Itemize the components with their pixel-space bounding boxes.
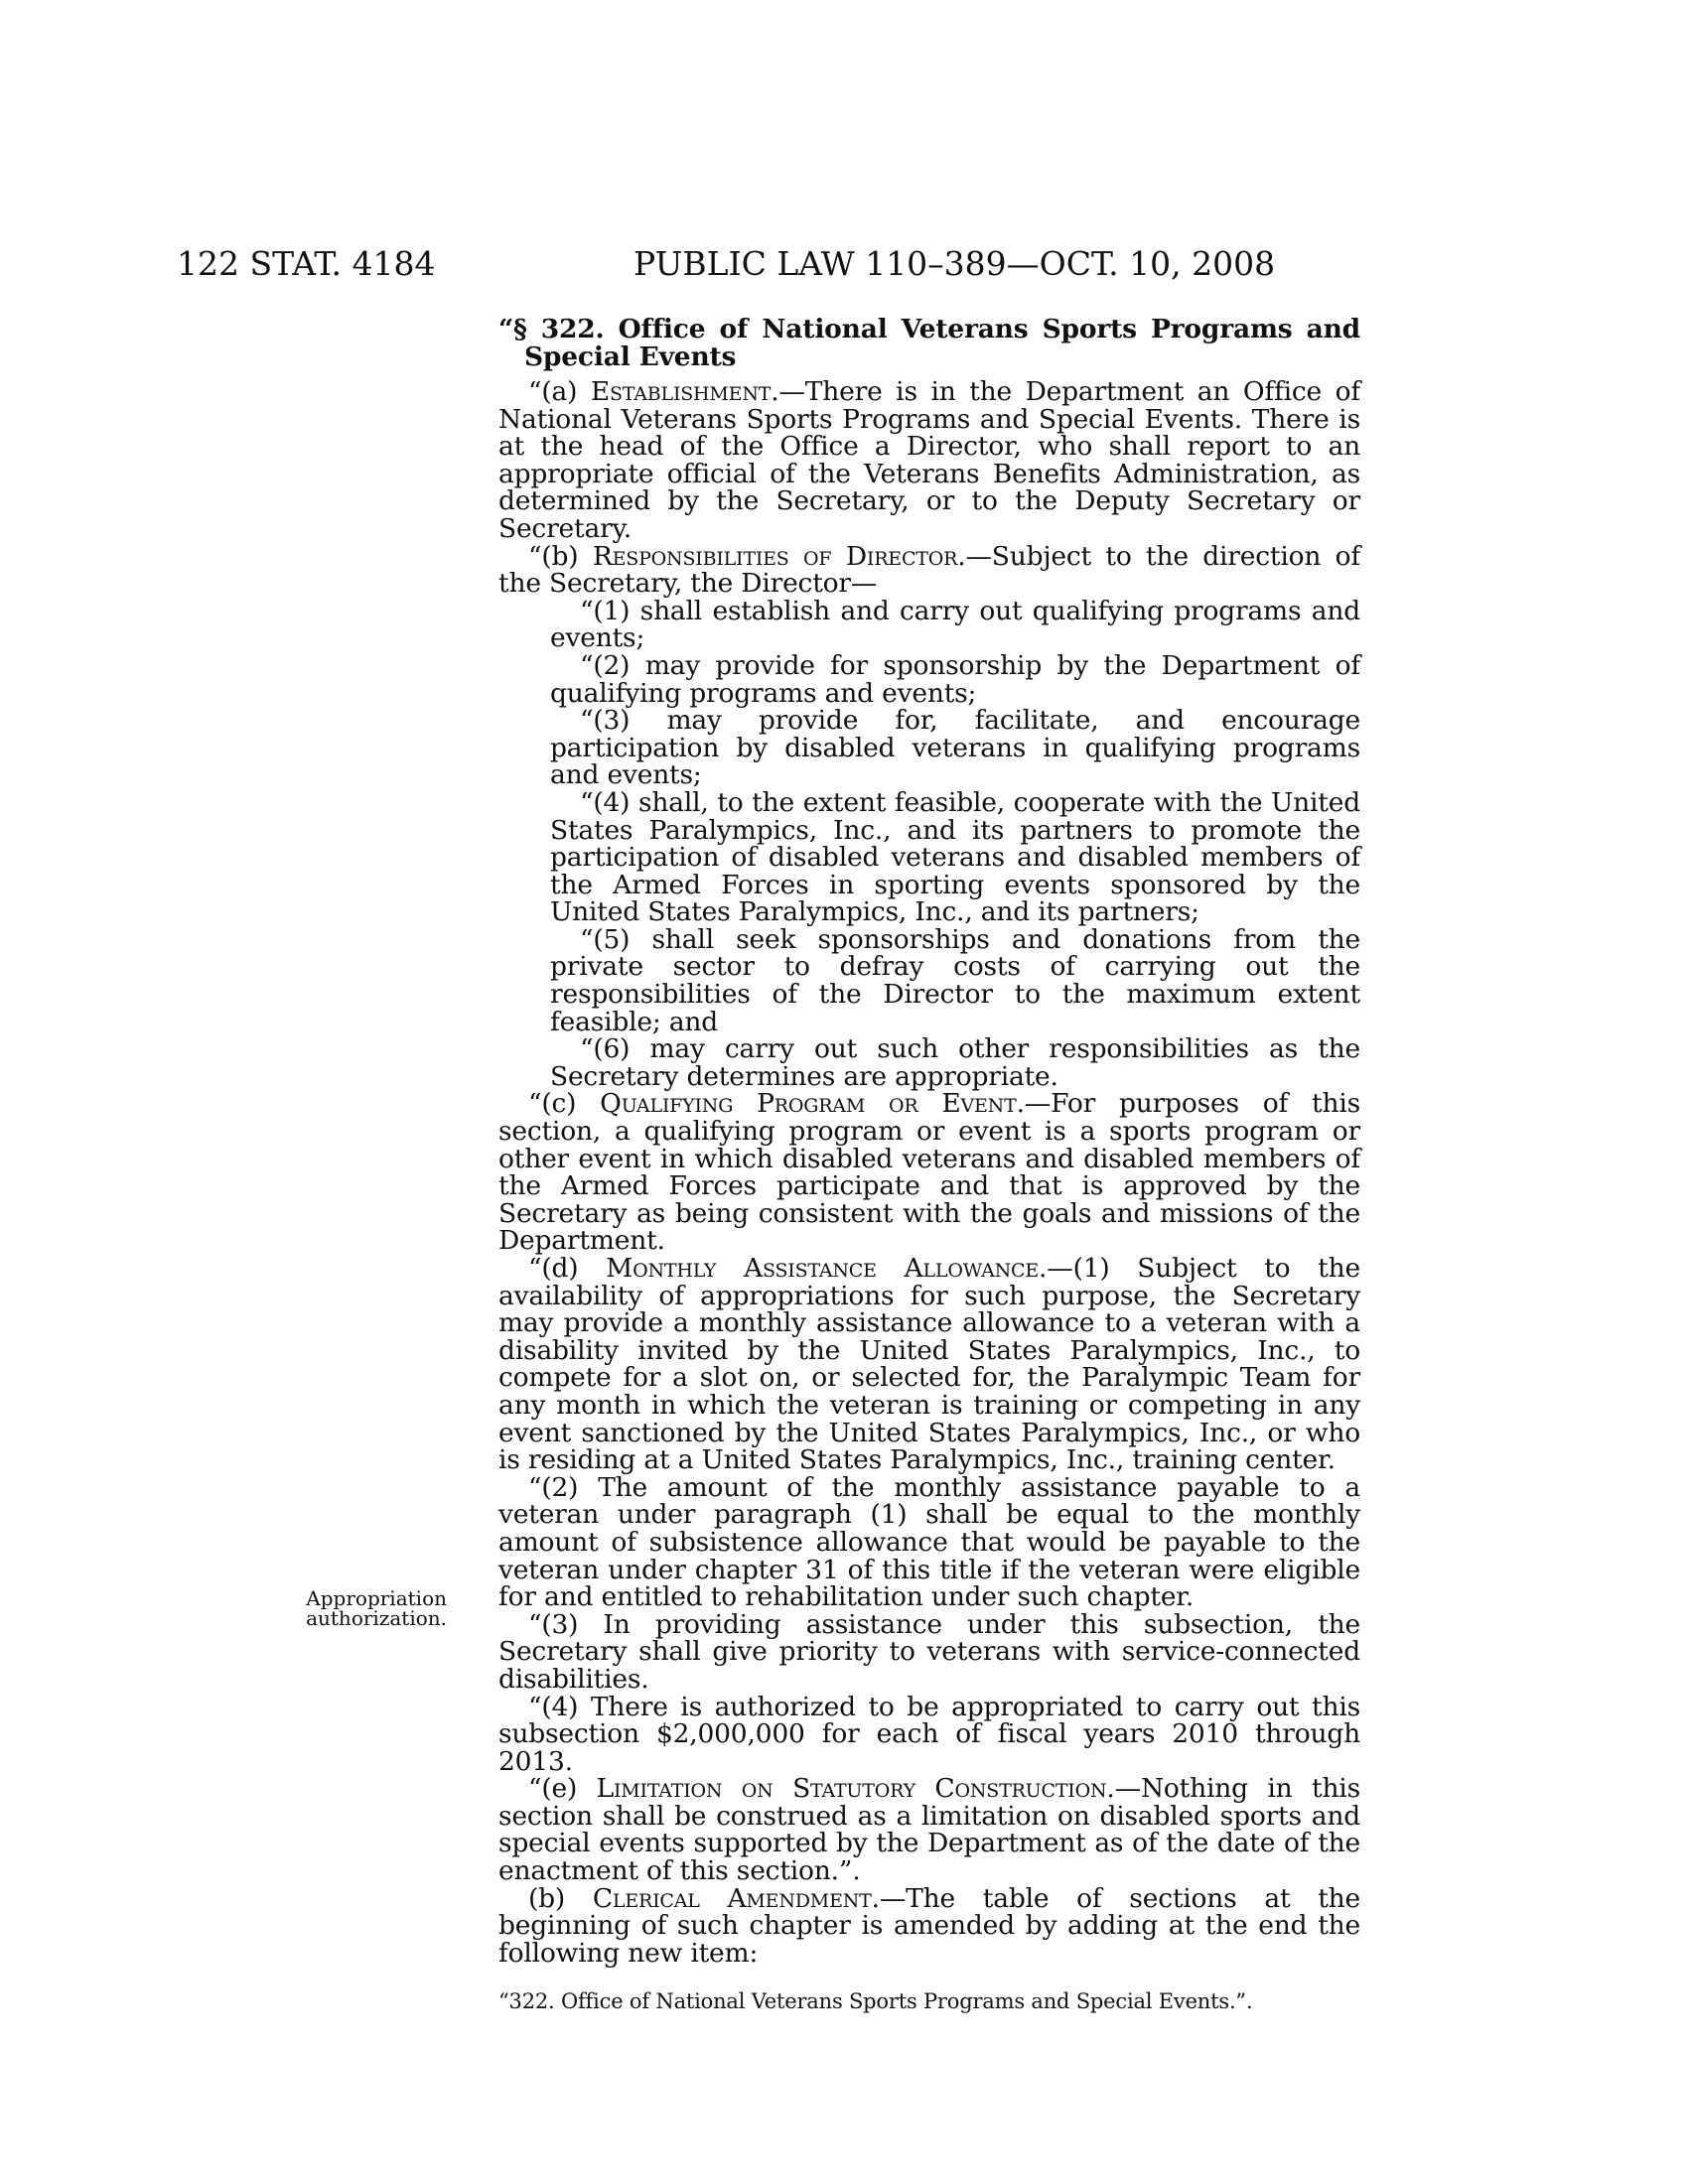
subsection-c-open: “(c) (528, 1088, 601, 1120)
subsection-e (498, 1773, 1360, 1887)
subsection-c-label: Qualifying Program or Event (600, 1088, 1017, 1120)
responsibility-item-2: “(2) may provide for sponsorship by the Department of qualifying programs and events; (550, 649, 1360, 709)
responsibility-item-4: “(4) shall, to the extent feasible, cooperate with the United States Paralympics, Inc., and its partners to promote the participation of disabled veterans and disabled members of the Armed Forces in sporting events sponsored by the United States Paralympics, Inc., and its partners; (550, 786, 1360, 928)
subsection-d-paragraph-4: “(4) There is authorized to be appropriated to carry out this subsection $2,000,000 for each of fiscal years 2010 through 2013. (498, 1691, 1360, 1777)
subsection-b-text: .—Subject to the direction of the Secretary, the Director— (498, 540, 1361, 600)
subsection-d-text: .—(1) Subject to the availability of appropriations for such purpose, the Secretary may provide a monthly assistance allowance to a veteran with a disability invited by the United States Paralympics, Inc., to compete for a slot on, or selected for, the Paralympic Team for any month in which the veteran is training or competing in any event sanctioned by the United States Paralympics, Inc., or who is residing at a United States Paralympics, Inc., training center. (498, 1253, 1360, 1476)
subsection-e-open: “(e) (528, 1773, 597, 1805)
subsection-a-open: “(a) (528, 376, 591, 407)
subsection-b-open: “(b) (528, 540, 593, 572)
table-of-sections-item: “322. Office of National Veterans Sports Programs and Special Events.”. (498, 1989, 1253, 2014)
public-law-reference: PUBLIC LAW 110–389—OCT. 10, 2008 (633, 244, 1276, 283)
subsection-d-open: “(d) (528, 1253, 607, 1284)
clerical-amendment-open: (b) (528, 1882, 593, 1914)
subsection-a-text: .—There is in the Department an Office of National Veterans Sports Programs and Special Events. There is at the head of the Office a Director, who shall report to an appropriate official of the Veterans Benefits Administration, as determined by the Secretary, or to the Deputy Secretary or Secretary. (498, 376, 1360, 544)
responsibility-item-6: “(6) may carry out such other responsibilities as the Secretary determines are appropriate. (550, 1033, 1360, 1092)
clerical-amendment-text: .—The table of sections at the beginning of such chapter is amended by adding at the end the following new item: (498, 1882, 1361, 1969)
subsection-e-text: .—Nothing in this section shall be construed as a limitation on disabled sports and special events supported by the Department as of the date of the enactment of this section.”. (498, 1773, 1360, 1887)
subsection-a-label: Establishment (590, 376, 772, 407)
subsection-b (498, 540, 1361, 600)
responsibility-item-5: “(5) shall seek sponsorships and donations from the private sector to defray costs of carrying out the responsibilities of the Director to the maximum extent feasible; and (550, 923, 1360, 1037)
margin-note-appropriation: Appropriation authorization. (306, 1586, 447, 1630)
subsection-a (498, 378, 1360, 543)
clerical-amendment (498, 1882, 1361, 1969)
subsection-b-label: Responsibilities of Director (592, 540, 958, 572)
stat-reference: 122 STAT. 4184 (177, 244, 436, 283)
subsection-e-label: Limitation on Statutory Construction (596, 1773, 1107, 1805)
document-body (498, 316, 1360, 2014)
section-heading: “§ 322. Office of National Veterans Sports Programs and Special Events (498, 314, 1360, 372)
clerical-amendment-label: Clerical Amendment (592, 1882, 872, 1914)
subsection-d-label: Monthly Assistance Allowance (606, 1253, 1040, 1284)
subsection-d-paragraph-2: “(2) The amount of the monthly assistance payable to a veteran under paragraph (1) shall be equal to the monthly amount of subsistence allowance that would be payable to the veteran under chapter 31 of this title if the veteran were eligible for and entitled to rehabilitation under such chapter. (498, 1471, 1360, 1613)
responsibility-item-3: “(3) may provide for, facilitate, and encourage participation by disabled veterans in qualifying programs and events; (550, 705, 1360, 791)
responsibility-item-1: “(1) shall establish and carry out qualifying programs and events; (550, 595, 1360, 654)
subsection-c-text: .—For purposes of this section, a qualifying program or event is a sports program or other event in which disabled veterans and disabled members of the Armed Forces participate and that is approved by the Secretary as being consistent with the goals and missions of the Department. (498, 1088, 1360, 1257)
subsection-d-paragraph-3: “(3) In providing assistance under this subsection, the Secretary shall give priority to veterans with service-connected disabilities. (498, 1608, 1360, 1695)
subsection-d (498, 1255, 1360, 1474)
subsection-c (498, 1090, 1360, 1255)
